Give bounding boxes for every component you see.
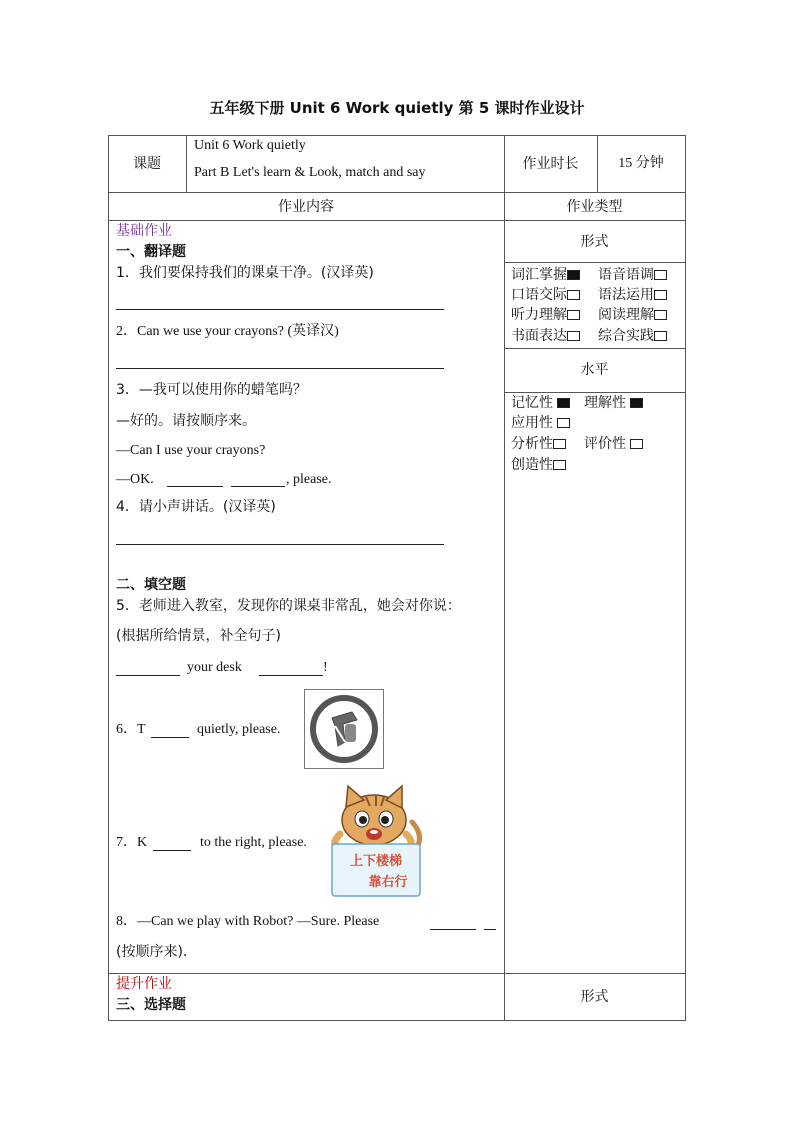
- duration-label: 作业时长: [522, 156, 579, 172]
- level-label: 水平: [580, 362, 609, 378]
- part2-title: 二、填空题: [116, 577, 186, 593]
- question-8-b: (按顺序来).: [116, 944, 188, 960]
- blank-5-2: [259, 675, 323, 676]
- blank-6: [151, 737, 189, 738]
- blank-3-1: [167, 486, 223, 487]
- checkbox: [654, 290, 667, 300]
- question-3-c: —Can I use your crayons?: [116, 443, 266, 458]
- form-item-pronunciation: 语音语调: [598, 266, 667, 284]
- blank-3-2: [231, 486, 285, 487]
- checkbox: [654, 270, 667, 280]
- level-item-analysis: 分析性: [511, 435, 566, 453]
- part3-title: 三、选择题: [116, 997, 186, 1013]
- level-item-application: 应用性: [511, 414, 570, 432]
- question-5-b: (根据所给情景，补全句子): [116, 628, 281, 644]
- topic-label: 课题: [133, 156, 161, 172]
- question-6-prefix: 6．T: [116, 722, 146, 737]
- question-3-d-prefix: —OK.: [116, 472, 154, 487]
- question-5-c-mid: your desk: [187, 660, 242, 675]
- page-title: 五年级下册 Unit 6 Work quietly 第 5 课时作业设计: [209, 99, 585, 117]
- advanced-section-label: 提升作业: [116, 976, 172, 992]
- form-item-reading: 阅读理解: [598, 306, 667, 324]
- basic-section-label: 基础作业: [116, 223, 172, 239]
- sign-line-2: 靠右行: [368, 875, 408, 890]
- form-item-speaking: 口语交际: [511, 286, 580, 304]
- blank-5-1: [116, 675, 180, 676]
- level-item-evaluation: 评价性: [584, 435, 643, 453]
- question-4: 4．请小声讲话。(汉译英): [116, 499, 276, 515]
- level-item-creation: 创造性: [511, 456, 566, 474]
- question-6-suffix: quietly, please.: [197, 722, 281, 737]
- type-column-header: 作业类型: [566, 199, 623, 215]
- blank-8-1: [430, 929, 476, 930]
- question-5-c-end: !: [323, 660, 328, 675]
- question-3-a: 3．—我可以使用你的蜡笔吗？: [116, 382, 307, 398]
- form-item-grammar: 语法运用: [598, 286, 667, 304]
- question-3-d-suffix: , please.: [286, 472, 332, 487]
- level-item-memory: 记忆性: [511, 394, 570, 412]
- checkbox: [630, 398, 643, 408]
- question-2: 2．Can we use your crayons? (英译汉): [116, 324, 339, 339]
- level-item-understanding: 理解性: [584, 394, 643, 412]
- advanced-form-label: 形式: [580, 989, 609, 1005]
- content-column-header: 作业内容: [278, 199, 334, 215]
- checkbox: [567, 310, 580, 320]
- checkbox: [567, 290, 580, 300]
- duration-value: 15 分钟: [618, 156, 664, 171]
- question-1: 1．我们要保持我们的课桌干净。(汉译英): [116, 265, 374, 281]
- topic-line-1: Unit 6 Work quietly: [194, 138, 306, 153]
- answer-line-1: [116, 309, 444, 310]
- question-3-b: —好的。请按顺序来。: [116, 413, 256, 429]
- form-item-vocab: 词汇掌握: [511, 266, 580, 284]
- cat-sign-image: [326, 782, 426, 898]
- checkbox: [654, 331, 667, 341]
- checkbox: [557, 398, 570, 408]
- blank-7: [153, 850, 191, 851]
- part1-title: 一、翻译题: [116, 244, 186, 260]
- question-7-prefix: 7．K: [116, 835, 148, 850]
- answer-line-2: [116, 368, 444, 369]
- topic-line-2: Part B Let's learn & Look, match and say: [194, 165, 426, 180]
- question-7-suffix: to the right, please.: [200, 835, 307, 850]
- question-8-a: 8．—Can we play with Robot? —Sure. Please: [116, 914, 380, 929]
- checkbox: [630, 439, 643, 449]
- checkbox: [567, 331, 580, 341]
- form-label: 形式: [580, 234, 609, 250]
- checkbox: [553, 439, 566, 449]
- checkbox: [567, 270, 580, 280]
- form-item-practice: 综合实践: [598, 327, 667, 345]
- sign-line-1: 上下楼梯: [349, 854, 403, 869]
- quiet-sign-image: [304, 689, 384, 769]
- blank-8-2: [484, 929, 496, 930]
- checkbox: [654, 310, 667, 320]
- form-item-listening: 听力理解: [511, 306, 580, 324]
- form-item-writing: 书面表达: [511, 327, 580, 345]
- answer-line-4: [116, 544, 444, 545]
- checkbox: [553, 460, 566, 470]
- question-5-a: 5．老师进入教室，发现你的课桌非常乱，她会对你说：: [116, 598, 461, 614]
- checkbox: [557, 418, 570, 428]
